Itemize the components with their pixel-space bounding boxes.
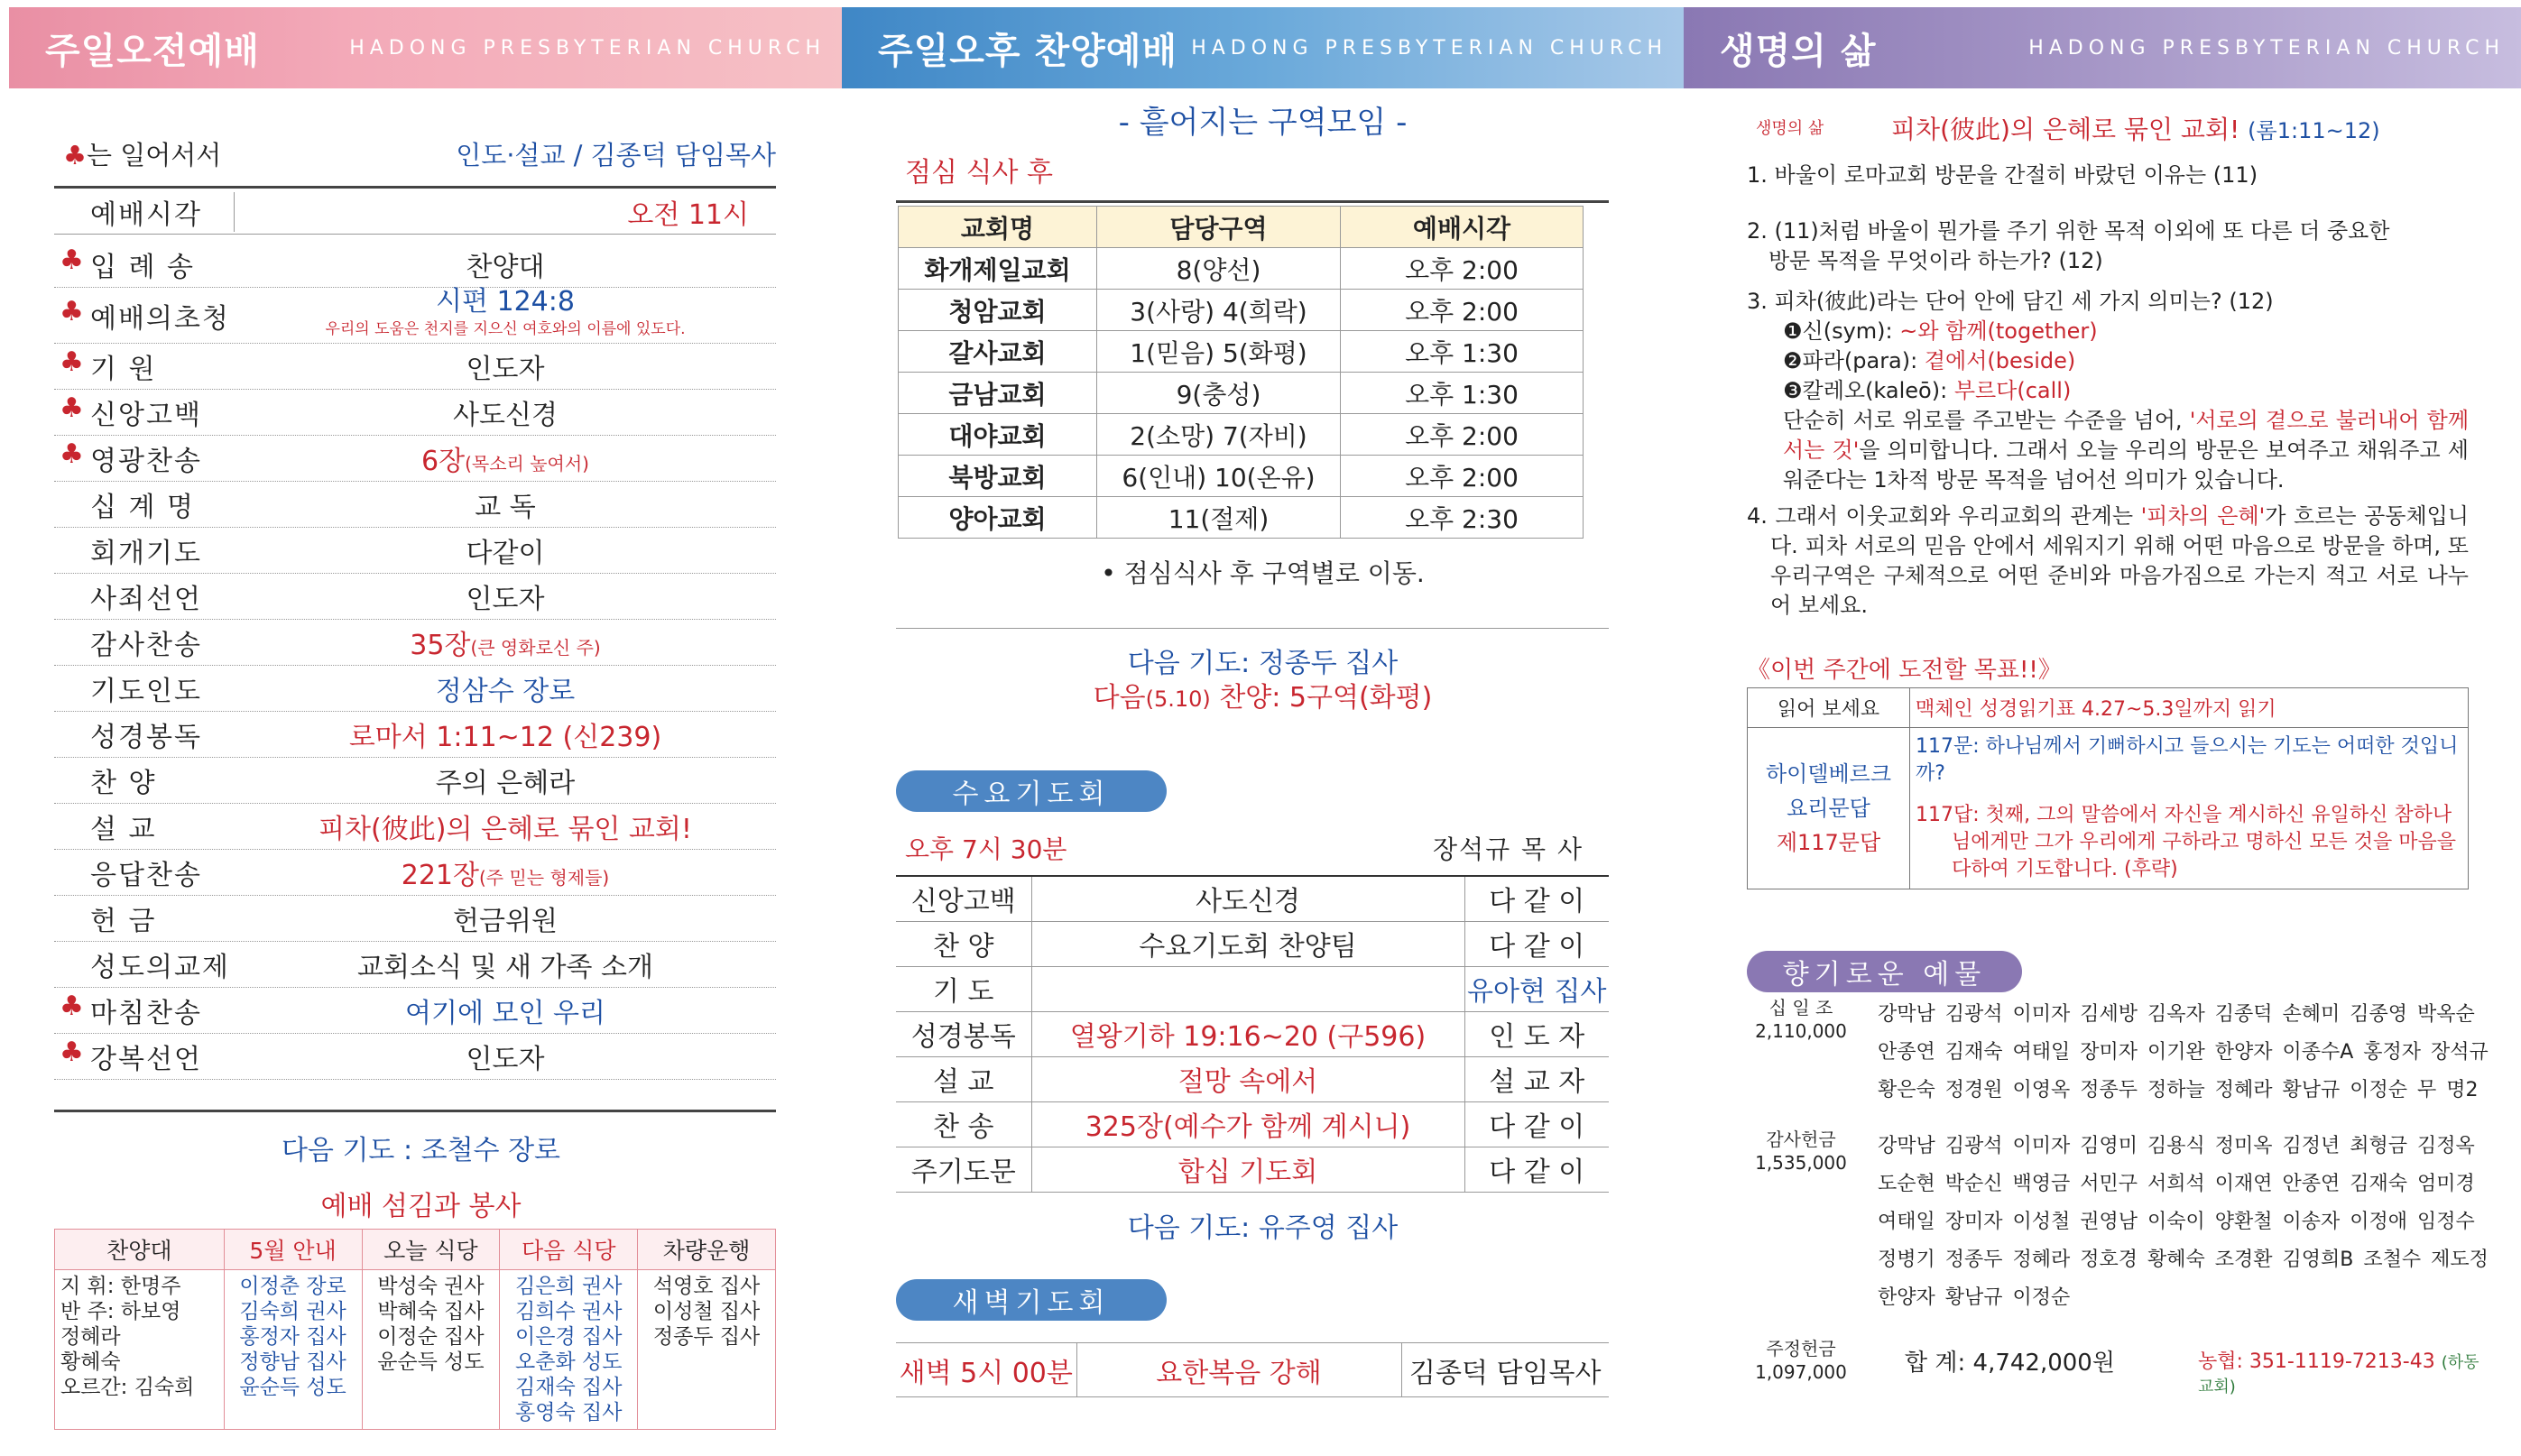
order-row: ♣ 강복선언 인도자 <box>54 1034 776 1080</box>
table-row: 신앙고백 사도신경 다 같 이 <box>896 876 1609 921</box>
club-icon: ♣ <box>60 1037 86 1068</box>
club-icon: ♣ <box>60 244 86 276</box>
afternoon-header <box>842 7 1684 88</box>
order-row: 회개기도 다같이 <box>54 528 776 574</box>
guide-cell: 이정춘 장로 김숙희 권사 홍정자 집사 정향남 집사 윤순득 성도 <box>224 1270 362 1430</box>
order-row: ♣ 기 원 인도자 <box>54 344 776 390</box>
table-row: 성경봉독 열왕기하 19:16~20 (구596) 인 도 자 <box>896 1011 1609 1056</box>
dawn-prayer-table: 새벽 5시 00분 요한복음 강해 김종덕 담임목사 <box>896 1342 1609 1397</box>
wednesday-next-prayer: 다음 기도: 유주영 집사 <box>1127 1212 1399 1244</box>
dawn-prayer-pill: 새벽기도회 <box>896 1279 1167 1321</box>
club-icon: ♣ <box>63 140 87 170</box>
life-header-sub: HADONG PRESBYTERIAN CHURCH <box>2028 36 2505 60</box>
order-row: 십 계 명 교 독 <box>54 482 776 528</box>
worship-leader: 인도·설교 / 김종덕 담임목사 <box>456 140 776 170</box>
life-header-title: 생명의 삶 <box>1720 30 1877 72</box>
car-cell: 석영호 집사 이성철 집사 정종두 집사 <box>638 1270 776 1430</box>
offering-pill: 향기로운 예물 <box>1747 951 2022 992</box>
order-row: 헌 금 헌금위원 <box>54 896 776 942</box>
afternoon-header-title: 주일오후 찬양예배 <box>878 30 1178 72</box>
choir-cell: 지 휘: 한명주 반 주: 하보영 정혜라 황혜숙 오르간: 김숙희 <box>55 1270 225 1430</box>
table-row: 갈사교회 1(믿음) 5(화평) 오후 1:30 <box>899 331 1584 373</box>
afternoon-worship-panel <box>842 0 1684 1456</box>
next-prayer: 다음 기도 : 조철수 장로 <box>281 1135 561 1166</box>
service-title: 예배 섬김과 봉사 <box>320 1191 522 1222</box>
table-row: 설 교 절망 속에서 설 교 자 <box>896 1056 1609 1101</box>
life-header <box>1684 7 2521 88</box>
next-kitchen-cell: 김은희 권사 김희수 권사 이은경 집사 오춘화 성도 김재숙 집사 홍영숙 집사 <box>500 1270 638 1430</box>
afternoon-header-sub: HADONG PRESBYTERIAN CHURCH <box>1191 36 1667 60</box>
order-row: ♣ 예배의초청 시편 124:8 우리의 도움은 천지를 지으신 여호와의 이름에 있도다. <box>54 288 776 344</box>
challenge-title: 《이번 주간에 도전할 목표!!》 <box>1747 657 2062 684</box>
question-2: 2. (11)처럼 바울이 뭔가를 주기 위한 목적 이외에 또 다른 더 중요한 방문 목적을 무엇이라 하는가? (12) <box>1747 218 2390 273</box>
order-row: ♣ 마침찬송 여기에 모인 우리 <box>54 988 776 1034</box>
order-row: 성도의교제 교회소식 및 새 가족 소개 <box>54 942 776 988</box>
table-row: 찬 송 325장(예수가 함께 계시니) 다 같 이 <box>896 1101 1609 1147</box>
service-table: 찬양대 5월 안내 오늘 식당 다음 식당 차량운행 지 휘: 한명주 반 주: 하보영 정혜라 황혜숙 오르간: 김숙희 이정춘 장로 김숙희 권사 홍정자 집사 정향남 집사 윤순득 성도 박성숙 권사 박혜숙 집사 이정순 집사 윤순득 성도 김은희 권사 김희수 권사 이은경 집사 오춘화 성도 김재숙 집사 홍영숙 집사 석영호 집사 이성철 집사 정종두 집사 <box>54 1229 776 1430</box>
order-row: ♣ 입 례 송 찬양대 <box>54 242 776 288</box>
question-3: 3. 피차(彼此)라는 단어 안에 담긴 세 가지 의미는? (12) ❶신(sym): ~와 함께(together) ❷파라(para): 곁에서(beside) ❸칼레오(kaleō): 부르다(call) 단순히 서로 위로를 주고받는 수준을 넘어, '서로의 곁으로 불러내어 함께 서는 것'을 의미합니다. 그래서 오늘 우리의 방문은 보여주고 채워주고 세워준다는 1차적 방문 목적을 넘어선 의미가 있습니다. <box>1747 289 2469 493</box>
order-row: 응답찬송 221장(주 믿는 형제들) <box>54 850 776 896</box>
club-icon: ♣ <box>60 991 86 1022</box>
wednesday-prayer-pill: 수요기도회 <box>896 770 1167 812</box>
afternoon-next-prayer: 다음 기도: 정종두 집사 <box>1127 648 1399 679</box>
district-meeting-title: - 흩어지는 구역모임 - <box>1118 105 1408 141</box>
question-1: 1. 바울이 로마교회 방문을 간절히 바랐던 이유는 (11) <box>1747 162 2258 188</box>
club-icon: ♣ <box>60 438 86 470</box>
move-note: • 점심식사 후 구역별로 이동. <box>1101 558 1425 588</box>
wednesday-time: 오후 7시 30분 <box>905 834 1067 864</box>
next-praise: 다음(5.10) 찬양: 5구역(화평) <box>1093 682 1433 714</box>
table-row: 양아교회 11(절제) 오후 2:30 <box>899 497 1584 539</box>
club-icon: ♣ <box>60 295 86 327</box>
wednesday-pastor: 장석규 목 사 <box>1433 834 1584 864</box>
club-icon: ♣ <box>60 346 86 378</box>
wednesday-order-table <box>896 875 1609 1193</box>
worship-time-row: 예배시각 오전 11시 <box>54 189 776 235</box>
morning-header <box>9 7 842 88</box>
table-row: 북방교회 6(인내) 10(온유) 오후 2:00 <box>899 456 1584 497</box>
club-icon: ♣ <box>60 392 86 424</box>
table-row: 주기도문 합십 기도회 다 같 이 <box>896 1147 1609 1192</box>
morning-header-sub: HADONG PRESBYTERIAN CHURCH <box>349 36 826 60</box>
order-row: ♣ 영광찬송 6장(목소리 높여서) <box>54 436 776 482</box>
challenge-table: 읽어 보세요 맥체인 성경읽기표 4.27~5.3일까지 읽기 하이델베르크 요리문답 제117문답 117문: 하나님께서 기뻐하시고 들으시는 기도는 어떠한 것입니까? 117답: 첫째, 그의 말씀에서 자신을 계시하신 유일하신 참하나님에게만 그가 우리에게 구하라고 명하신 모든 것을 마음을 다하여 기도합니다. (후략) <box>1747 687 2469 889</box>
order-row: 사죄선언 인도자 <box>54 574 776 620</box>
table-row: 청암교회 3(사랑) 4(희락) 오후 2:00 <box>899 290 1584 331</box>
morning-worship-panel <box>0 0 842 1456</box>
table-row: 금남교회 9(충성) 오후 1:30 <box>899 373 1584 414</box>
table-row: 대야교회 2(소망) 7(자비) 오후 2:00 <box>899 414 1584 456</box>
today-kitchen-cell: 박성숙 권사 박혜숙 집사 이정순 집사 윤순득 성도 <box>362 1270 500 1430</box>
order-row: 찬 양 주의 은혜라 <box>54 758 776 804</box>
order-row: 감사찬송 35장(큰 영화로신 주) <box>54 620 776 666</box>
order-row: 기도인도 정삼수 장로 <box>54 666 776 712</box>
question-4: 4. 그래서 이웃교회와 우리교회의 관계는 '피차의 은혜'가 흐르는 공동체입니다. 피차 서로의 믿음 안에서 세워지기 위해 어떤 마음으로 방문을 하며, 또 우리구역은 구체적으로 어떤 준비와 마음가짐으로 가는지 적고 서로 나누어 보세요. <box>1747 503 2469 618</box>
table-row: 기 도 유아현 집사 <box>896 966 1609 1011</box>
life-small-label: 생명의 삶 <box>1756 119 1824 138</box>
morning-header-title: 주일오전예배 <box>45 30 260 72</box>
stand-note: ♣는 일어서서 <box>63 140 222 170</box>
church-visit-table: 교회명 담당구역 예배시각 화개제일교회 8(양선) 오후 2:00 청암교회 3(사랑) 4(희락) 오후 2:00 갈사교회 1(믿음) 5(화평) 오후 1:30 금남교회 9(충성) 오후 1:30 대야교회 2(소망) 7(자비) 오후 2:00 북방교회 6(인내) 10(온유) 오후 2:00 양아교회 11(절제) 오후 2:30 <box>898 206 1584 539</box>
lunch-note: 점심 식사 후 <box>905 157 1053 189</box>
order-row: 성경봉독 로마서 1:11~12 (신239) <box>54 712 776 758</box>
table-row: 화개제일교회 8(양선) 오후 2:00 <box>899 248 1584 290</box>
order-row: 설 교 피차(彼此)의 은혜로 묶인 교회! <box>54 804 776 850</box>
order-row: ♣ 신앙고백 사도신경 <box>54 390 776 436</box>
life-study-panel: 생명의 삶 HADONG PRESBYTERIAN CHURCH 생명의 삶 피차(彼此)의 은혜로 묶인 교회! (롬1:11~12) 1. 바울이 로마교회 방문을 간절히 바랐던 이유는 (11) 2. (11)처럼 바울이 뭔가를 주기 위한 목적 이외에 또 다른 더 중요한 방문 목적을 무엇이라 하는가? (12) 3. 피차(彼此)라는 단어 안에 담긴 세 가지 의미는? (12) ❶신(sym): ~와 함께(together) ❷파라(para): 곁에서(beside) ❸칼레오(kaleō): 부르다(call) 단순히 서로 위로를 주고받는 수준을 넘어, '서로의 곁으로 불러내어 함께 서는 것'을 의미합니다. 그래서 오늘 우리의 방문은 보여주고 채워주고 세워준다는 1차적 방문 목적을 넘어선 의미가 있습니다. 4. 그래서 이웃교회와 우리교회의 관계는 '피차의 은혜'가 흐르는 공동체입니다. 피차 서로의 믿음 안에서 세워지기 위해 어떤 마음으로 방문을 하며, 또 우리구역은 구체적으로 어떤 준비와 마음가짐으로 가는지 적고 서로 나누어 보세요. 《이번 주간에 도전할 목표!!》 읽어 보세요 맥체인 성경읽기표 4.27~5.3일까지 읽기 하이델베르크 요리문답 제117문답 117문: 하나님께서 기뻐하시고 들으시는 기도는 어떠한 것입니까? 117답: 첫째, 그의 말씀에서 자신을 계시하신 유일하신 참하나님에게만 그가 우리에게 구하라고 명하신 모든 것을 마음을 다하여 기도합니다. (후략) 향기로운 예물 십 일 조 2,110,000 강막남 김광석 이미자 김세방 김옥자 김종덕 손혜미 김종영 박옥순 안종연 김재숙 여태일 장미자 이기완 한양자 이종수A 홍정자 장석규 황은숙 정경원 이영옥 정종두 정하늘 정혜라 황남규 이정순 무 명2 감사헌금 1,535,000 강막남 김광석 이미자 김영미 김용식 정미옥 김정년 최형금 김정옥 도순현 박순신 백영금 서민구 서희석 이재연 안종연 김재숙 엄미경 여태일 장미자 이성철 권영남 이숙이 양환철 이송자 이정애 임정수 정병기 정종두 정혜라 정호경 황혜숙 조경환 김영희B 조철수 제도정 한양자 황남규 이정순 주정헌금 1,097,000 합 계: 4,742,000원 농협: 351-1119-7213-43 (하동교회) <box>1684 0 2521 1456</box>
table-row: 찬 양 수요기도회 찬양팀 다 같 이 <box>896 921 1609 966</box>
life-title: 피차(彼此)의 은혜로 묶인 교회! (롬1:11~12) <box>1891 115 2380 144</box>
